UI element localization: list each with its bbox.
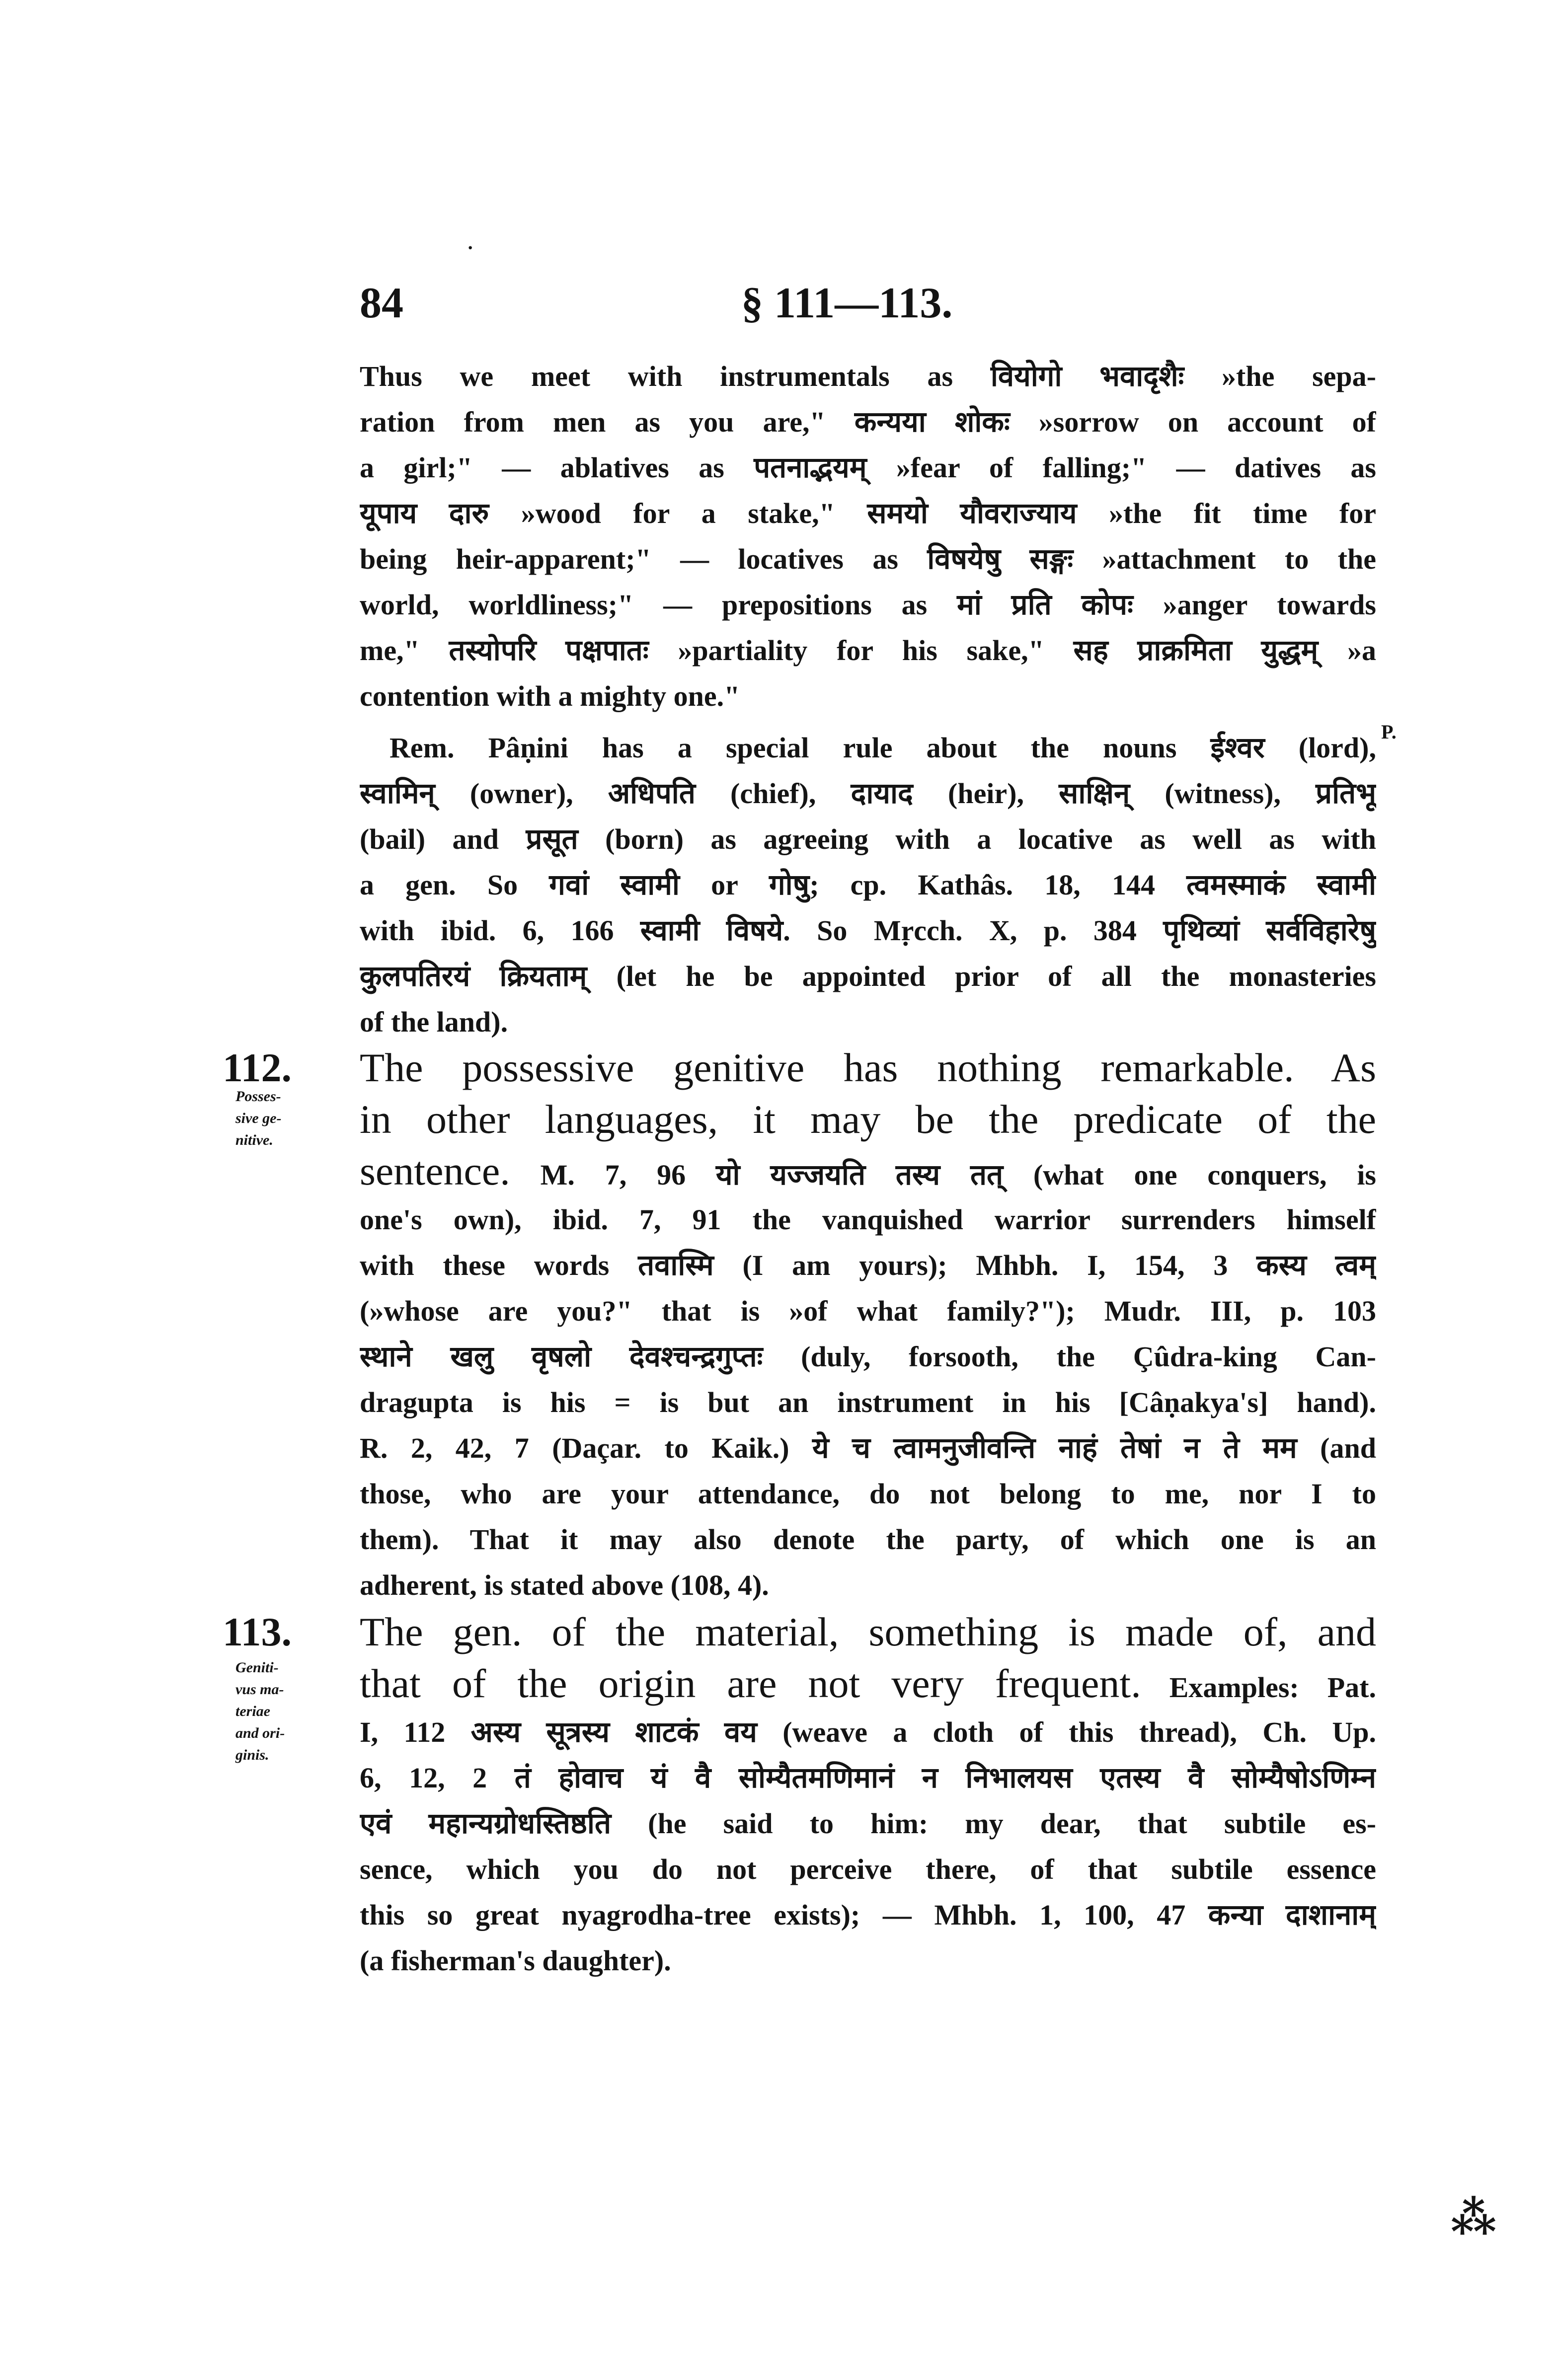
text-small: M. 7, 96 यो यज्जयति तस्य तत् (what one conquers, is (510, 1159, 1376, 1191)
speck: · (467, 236, 474, 259)
margin-note-112: Posses- sive ge- nitive. (235, 1088, 282, 1148)
text-line: a girl;" — ablatives as पतनाद्भयम् »fear of falling;" — datives as (360, 451, 1376, 484)
text-big: that of the origin are not very frequent. (360, 1661, 1141, 1706)
text-line: 6, 12, 2 तं होवाच यं वै सोम्यैतमणिमानं न निभालयस एतस्य वै सोम्यैषोऽणिम्न (360, 1762, 1376, 1794)
text-line: with these words तवास्मि (I am yours); Mhbh. I, 154, 3 कस्य त्वम् (360, 1249, 1376, 1281)
text-line: Rem. Pâṇini has a special rule about the nouns ईश्वर (lord), (389, 732, 1376, 764)
section-number-113: 113. (223, 1609, 292, 1654)
text-line: The gen. of the material, something is made of, and (360, 1609, 1376, 1654)
text-line: ration from men as you are," कन्यया शोकः »sorrow on account of (360, 406, 1376, 438)
para-111 (360, 354, 1376, 719)
section-range: § 111—113. (741, 279, 953, 327)
text-line: (bail) and प्रसूत (born) as agreeing with a locative as well as with (360, 823, 1376, 855)
text-line: dragupta is his = is but an instrument in his [Câṇakya's] hand). (360, 1386, 1376, 1418)
text-line: in other languages, it may be the predicate of the (360, 1097, 1376, 1142)
text-line: Thus we meet with instrumentals as वियोगो भवादृशैः »the sepa- (360, 360, 1376, 392)
text-line: a gen. So गवां स्वामी or गोषु; cp. Kathâs. 18, 144 त्वमस्माकं स्वामी (360, 869, 1376, 901)
text-line: The possessive genitive has nothing remarkable. As (360, 1045, 1376, 1090)
text-line: them). That it may also denote the party, of which one is an (360, 1523, 1376, 1556)
text-line (360, 1658, 1376, 1710)
section-112 (360, 1042, 1376, 1608)
text-line: एवं महान्यग्रोधस्तिष्ठति (he said to him: my dear, that subtile es- (360, 1807, 1376, 1840)
text-big: sentence. (360, 1148, 510, 1193)
text-line: those, who are your attendance, do not belong to me, nor I to (360, 1478, 1376, 1510)
margin-p-mark: P. (1381, 721, 1397, 743)
text-line: यूपाय दारु »wood for a stake," समयो यौवराज्याय »the fit time for (360, 497, 1376, 529)
page-number: 84 (360, 279, 403, 327)
text-small: Examples: Pat. (1141, 1671, 1376, 1704)
text-line: adherent, is stated above (108, 4). (360, 1569, 769, 1601)
text-line: me," तस्योपरि पक्षपातः »partiality for his sake," सह प्राक्रमिता युद्धम् »a (360, 634, 1376, 667)
corner-mark: ⁂ (1451, 2194, 1497, 2243)
text-line: स्थाने खलु वृषलो देवश्चन्द्रगुप्तः (duly, forsooth, the Çûdra-king Can- (360, 1340, 1376, 1373)
running-header (360, 278, 1376, 327)
section-number-112: 112. (223, 1045, 292, 1090)
remark-111 (360, 725, 1376, 1045)
text-line: contention with a mighty one." (360, 680, 740, 712)
section-113 (360, 1606, 1376, 1984)
text-line: sence, which you do not perceive there, of that subtile essence (360, 1853, 1376, 1885)
text-line: this so great nyagrodha-tree exists); — Mhbh. 1, 100, 47 कन्या दाशानाम् (360, 1899, 1376, 1931)
text-line: (»whose are you?" that is »of what family?"); Mudr. III, p. 103 (360, 1295, 1376, 1327)
text-line: स्वामिन् (owner), अधिपति (chief), दायाद (heir), साक्षिन् (witness), प्रतिभू (360, 777, 1376, 810)
text-line: I, 112 अस्य सूत्रस्य शाटकं वय (weave a cloth of this thread), Ch. Up. (360, 1716, 1376, 1748)
text-line: with ibid. 6, 166 स्वामी विषये. So Mṛcch. X, p. 384 पृथिव्यां सर्वविहारेषु (360, 914, 1376, 947)
text-line: world, worldliness;" — prepositions as मां प्रति कोपः »anger towards (360, 589, 1376, 621)
text-line: R. 2, 42, 7 (Daçar. to Kaik.) ये च त्वामनुजीवन्ति नाहं तेषां न ते मम (and (360, 1432, 1376, 1464)
text-line: (a fisherman's daughter). (360, 1944, 671, 1977)
text-line: कुलपतिरयं क्रियताम् (let he be appointed prior of all the monasteries (360, 960, 1376, 992)
text-line: of the land). (360, 1006, 508, 1038)
text-line: one's own), ibid. 7, 91 the vanquished warrior surrenders himself (360, 1203, 1376, 1236)
text-line: being heir-apparent;" — locatives as विषयेषु सङ्गः »attachment to the (360, 543, 1376, 575)
margin-note-113: Geniti- vus ma- teriae and ori- ginis. (235, 1659, 285, 1763)
text-line (360, 1145, 1376, 1197)
